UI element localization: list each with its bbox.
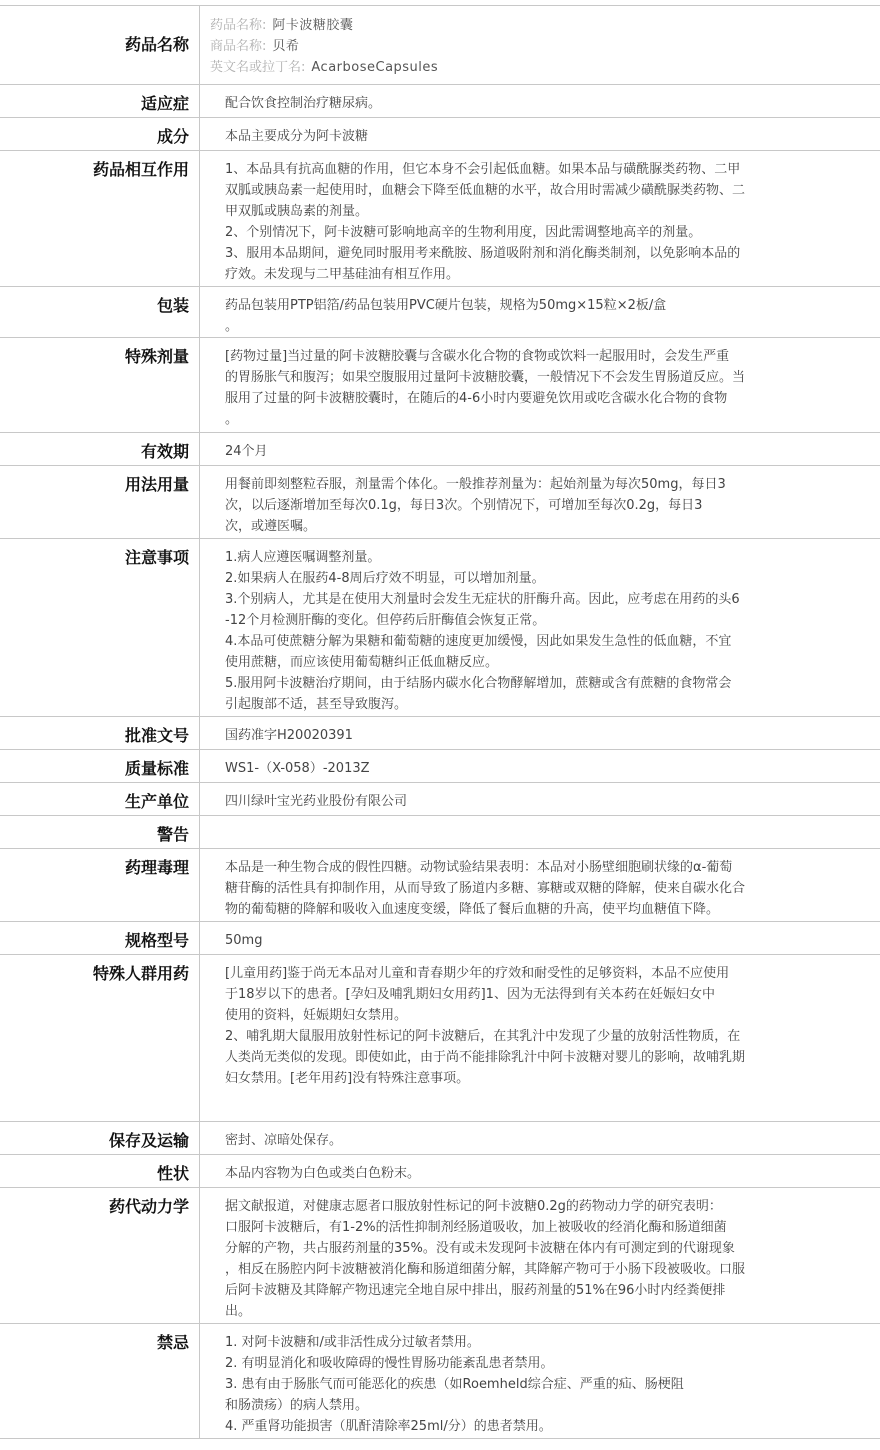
row-label: 药品相互作用	[0, 151, 200, 286]
row-label: 用法用量	[0, 466, 200, 538]
info-row	[0, 816, 880, 849]
row-value	[200, 922, 880, 954]
value-line: 药品包装用PTP铝箔/药品包装用PVC硬片包装，规格为50mg×15粒×2板/盒	[225, 298, 667, 313]
row-label: 药品名称	[0, 6, 200, 84]
value-line: 2. 有明显消化和吸收障碍的慢性胃肠功能紊乱患者禁用。	[225, 1356, 554, 1371]
value-line: 用餐前即刻整粒吞服，剂量需个体化。一般推荐剂量为：起始剂量为每次50mg，每日3	[225, 477, 726, 492]
row-value	[200, 1122, 880, 1154]
info-row	[0, 338, 880, 433]
drug-name-values	[200, 6, 880, 84]
value-line: 本品是一种生物合成的假性四糖。动物试验结果表明：本品对小肠壁细胞刷状缘的α-葡萄	[225, 860, 733, 875]
value-line: 疗效。未发现与二甲基硅油有相互作用。	[225, 267, 460, 282]
info-row	[0, 717, 880, 750]
row-value	[200, 1324, 880, 1438]
row-value	[200, 750, 880, 782]
row-label: 药理毒理	[0, 849, 200, 921]
value-line: 据文献报道，对健康志愿者口服放射性标记的阿卡波糖0.2g的药物动力学的研究表明：	[225, 1199, 722, 1214]
value-line: 妇女禁用。[老年用药]没有特殊注意事项。	[225, 1071, 470, 1086]
info-row	[0, 539, 880, 717]
row-value	[200, 433, 880, 465]
value-line: 本品主要成分为阿卡波糖	[225, 129, 369, 144]
trade-name: 商品名称: 贝希	[210, 39, 300, 54]
info-row	[0, 466, 880, 539]
value-line: 服用了过量的阿卡波糖胶囊时，在随后的4-6小时内要避免饮用或吃含碳水化合物的食物	[225, 391, 728, 406]
value-line: 配合饮食控制治疗糖尿病。	[225, 96, 382, 111]
value-line: 1. 对阿卡波糖和/或非活性成分过敏者禁用。	[225, 1335, 480, 1350]
row-label: 禁忌	[0, 1324, 200, 1438]
value-line: 后阿卡波糖及其降解产物迅速完全地自尿中排出，服药剂量的51%在96小时内经粪便排	[225, 1283, 726, 1298]
value-line: 次，或遵医嘱。	[225, 519, 317, 534]
info-row	[0, 955, 880, 1122]
row-drug-name	[0, 5, 880, 85]
row-label: 特殊剂量	[0, 338, 200, 432]
value-line: 次，以后逐渐增加至每次0.1g，每日3次。个别情况下，可增加至每次0.2g，每日3	[225, 498, 703, 513]
value-line: WS1-（X-058）-2013Z	[225, 761, 370, 776]
row-value	[200, 849, 880, 921]
row-label: 成分	[0, 118, 200, 150]
value-line: 。	[225, 412, 239, 427]
row-label: 警告	[0, 816, 200, 848]
info-row	[0, 750, 880, 783]
value-line: 3. 患有由于肠胀气而可能恶化的疾患（如Roemheld综合症、严重的疝、肠梗阻	[225, 1377, 684, 1392]
value-line: 1、本品具有抗高血糖的作用，但它本身不会引起低血糖。如果本品与磺酰脲类药物、二甲	[225, 162, 741, 177]
value-line: 4.本品可使蔗糖分解为果糖和葡萄糖的速度更加缓慢，因此如果发生急性的低血糖，不宜	[225, 634, 732, 649]
value-line: 5.服用阿卡波糖治疗期间，由于结肠内碳水化合物酵解增加，蔗糖或含有蔗糖的食物常会	[225, 676, 732, 691]
row-value	[200, 955, 880, 1121]
value-line: 四川绿叶宝光药业股份有限公司	[225, 794, 408, 809]
row-label: 性状	[0, 1155, 200, 1187]
row-label: 生产单位	[0, 783, 200, 815]
info-row	[0, 1122, 880, 1155]
row-value	[200, 539, 880, 716]
row-label: 批准文号	[0, 717, 200, 749]
row-label: 注意事项	[0, 539, 200, 716]
info-row	[0, 922, 880, 955]
generic-name: 药品名称: 阿卡波糖胶囊	[210, 18, 354, 33]
info-row	[0, 433, 880, 466]
row-label: 药代动力学	[0, 1188, 200, 1323]
value-line: 于18岁以下的患者。[孕妇及哺乳期妇女用药]1、因为无法得到有关本药在妊娠妇女中	[225, 987, 715, 1002]
value-line: 糖苷酶的活性具有抑制作用，从而导致了肠道内多糖、寡糖或双糖的降解，使来自碳水化合	[225, 881, 746, 896]
value-line: 人类尚无类似的发现。即使如此，由于尚不能排除乳汁中阿卡波糖对婴儿的影响，故哺乳期	[225, 1050, 746, 1065]
value-line: 3、服用本品期间，避免同时服用考来酰胺、肠道吸附剂和消化酶类制剂，以免影响本品的	[225, 246, 741, 261]
row-value	[200, 717, 880, 749]
info-row	[0, 1155, 880, 1188]
value-line: -12个月检测肝酶的变化。但停药后肝酶值会恢复正常。	[225, 613, 546, 628]
row-value	[200, 151, 880, 286]
value-line: 1.病人应遵医嘱调整剂量。	[225, 550, 381, 565]
value-line: [药物过量]当过量的阿卡波糖胶囊与含碳水化合物的食物或饮料一起服用时，会发生严重	[225, 349, 730, 364]
row-label: 有效期	[0, 433, 200, 465]
info-row	[0, 1324, 880, 1439]
row-value	[200, 338, 880, 432]
english-name: 英文名或拉丁名: AcarboseCapsules	[210, 60, 439, 75]
value-line: 物的葡萄糖的降解和吸收入血速度变缓，降低了餐后血糖的升高，使平均血糖值下降。	[225, 902, 720, 917]
info-row	[0, 118, 880, 151]
info-row	[0, 287, 880, 338]
value-line: 引起腹部不适，甚至导致腹泻。	[225, 697, 408, 712]
row-value	[200, 816, 880, 848]
row-value	[200, 1155, 880, 1187]
value-line: 甲双胍或胰岛素的剂量。	[225, 204, 369, 219]
value-line: 双胍或胰岛素一起使用时，血糖会下降至低血糖的水平，故合用时需减少磺酰脲类药物、二	[225, 183, 746, 198]
info-row	[0, 151, 880, 287]
value-line: 使用蔗糖，而应该使用葡萄糖纠正低血糖反应。	[225, 655, 499, 670]
value-line: 50mg	[225, 933, 263, 948]
row-label: 特殊人群用药	[0, 955, 200, 1121]
info-row	[0, 783, 880, 816]
drug-info-table	[0, 5, 880, 1439]
value-line: 2.如果病人在服药4-8周后疗效不明显，可以增加剂量。	[225, 571, 545, 586]
info-row	[0, 1188, 880, 1324]
info-row	[0, 849, 880, 922]
row-label: 规格型号	[0, 922, 200, 954]
value-line: 出。	[225, 1304, 252, 1319]
row-value	[200, 287, 880, 337]
value-line: 3.个别病人，尤其是在使用大剂量时会发生无症状的肝酶升高。因此，应考虑在用药的头6	[225, 592, 740, 607]
row-value	[200, 1188, 880, 1323]
row-label: 质量标准	[0, 750, 200, 782]
value-line: 2、哺乳期大鼠服用放射性标记的阿卡波糖后，在其乳汁中发现了少量的放射活性物质，在	[225, 1029, 741, 1044]
value-line: 4. 严重肾功能损害（肌酐清除率25ml/分）的患者禁用。	[225, 1419, 552, 1434]
info-row	[0, 85, 880, 118]
value-line: 国药准字H20020391	[225, 728, 353, 743]
row-value	[200, 85, 880, 117]
value-line: 密封、凉暗处保存。	[225, 1133, 343, 1148]
value-line: 和肠溃疡）的病人禁用。	[225, 1398, 369, 1413]
value-line: 使用的资料，妊娠期妇女禁用。	[225, 1008, 408, 1023]
value-line: [儿童用药]鉴于尚无本品对儿童和青春期少年的疗效和耐受性的足够资料，本品不应使用	[225, 966, 730, 981]
value-line: ，相反在肠腔内阿卡波糖被消化酶和肠道细菌分解，其降解产物可于小肠下段被吸收。口服	[225, 1262, 746, 1277]
row-label: 保存及运输	[0, 1122, 200, 1154]
row-label: 包装	[0, 287, 200, 337]
value-line: 分解的产物，共占服药剂量的35%。没有或未发现阿卡波糖在体内有可测定到的代谢现象	[225, 1241, 735, 1256]
row-value	[200, 466, 880, 538]
value-line: 的胃肠胀气和腹泻；如果空腹服用过量阿卡波糖胶囊，一般情况下不会发生胃肠道反应。当	[225, 370, 746, 385]
value-line: 2、个别情况下，阿卡波糖可影响地高辛的生物利用度，因此需调整地高辛的剂量。	[225, 225, 702, 240]
value-line: 。	[225, 319, 239, 334]
value-line: 口服阿卡波糖后，有1-2%的活性抑制剂经肠道吸收，加上被吸收的经消化酶和肠道细菌	[225, 1220, 727, 1235]
row-label: 适应症	[0, 85, 200, 117]
value-line: 本品内容物为白色或类白色粉末。	[225, 1166, 421, 1181]
row-value	[200, 783, 880, 815]
row-value	[200, 118, 880, 150]
value-line: 24个月	[225, 444, 268, 459]
